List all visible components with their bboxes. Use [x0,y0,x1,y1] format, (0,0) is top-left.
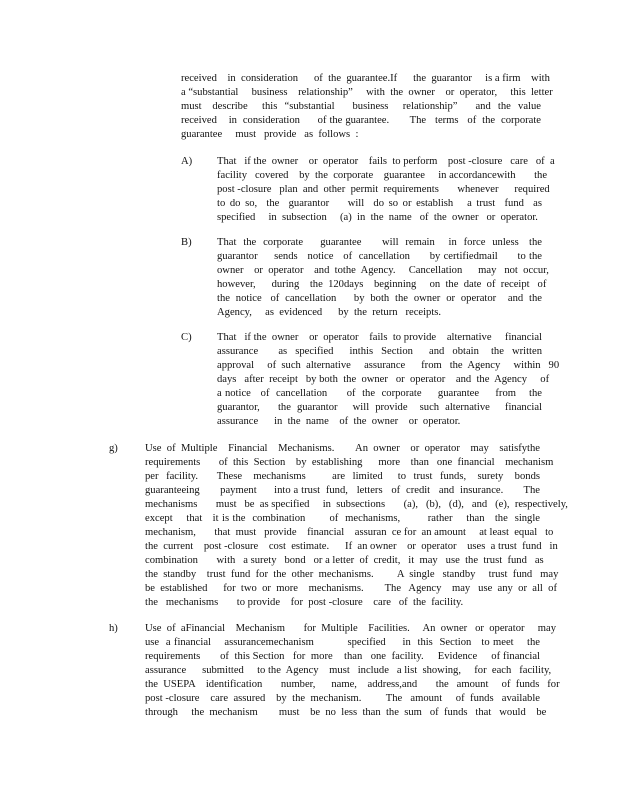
text-line: per facility. These mechanisms are limited to trust funds, surety bonds [145,471,540,482]
text-line: through the mechanism must be no less than the sum of funds that would be [145,707,547,718]
text-line: received in consideration of the guarantee.If the guarantor is a firm with [181,73,550,84]
subsection-label: A) [181,156,193,167]
section-label: g) [109,443,118,454]
text-line: the mechanisms to provide for post -closure care of the facility. [145,597,464,608]
text-line: Agency, as evidenced by the return receipts. [217,307,442,318]
text-line: owner or operator and tothe Agency. Cancellation may not occur, [217,265,549,276]
text-line: days after receipt by both the owner or operator and the Agency of [217,374,550,385]
text-line: the current post -closure cost estimate. If an owner or operator uses a trust fund in [145,541,558,552]
text-line: mechanism, that must provide financial assuran ce for an amount at least equal to [145,527,554,538]
subsection-label: B) [181,237,192,248]
text-line: be established for two or more mechanisms. The Agency may use any or all of [145,583,557,594]
text-line: combination with a surety bond or a letter of credit, it may use the trust fund as [145,555,544,566]
text-line: That if the owner or operator fails to perform post -closure care of a [217,156,555,167]
text-line: received in consideration of the guarantee. The terms of the corporate [181,115,541,126]
section-label: h) [109,623,118,634]
text-line: Use of aFinancial Mechanism for Multiple Facilities. An owner or operator may [145,623,557,634]
text-line: guarantee must provide as follows : [181,129,359,140]
text-line: requirements of this Section by establishing more than one financial mechanism [145,457,554,468]
text-line: facility covered by the corporate guarantee in accordancewith the [217,170,548,181]
text-line: mechanisms must be as specified in subsections (a), (b), (d), and (e), respectively, [145,499,568,510]
text-line: a notice of cancellation of the corporate guarantee from the [217,388,542,399]
text-line: guarantor, the guarantor will provide such alternative financial [217,402,542,413]
text-line: use a financial assurancemechanism specified in this Section to meet the [145,637,540,648]
text-line: the notice of cancellation by both the owner or operator and the [217,293,542,304]
text-line: post -closure plan and other permit requirements whenever required [217,184,550,195]
text-line: to do so, the guarantor will do so or establish a trust fund as [217,198,542,209]
text-line: specified in subsection (a) in the name of the owner or operator. [217,212,538,223]
text-line: must describe this “substantial business relationship” and the value [181,101,541,112]
text-line: the USEPA identification number, name, address,and the amount of funds for [145,679,560,690]
subsection-label: C) [181,332,192,343]
text-line: however, during the 120days beginning on the date of receipt of [217,279,547,290]
text-line: approval of such alternative assurance from the Agency within 90 [217,360,560,371]
text-line: except that it is the combination of mechanisms, rather than the single [145,513,540,524]
text-line: guaranteeing payment into a trust fund, letters of credit and insurance. The [145,485,540,496]
text-line: That if the owner or operator fails to provide alternative financial [217,332,542,343]
text-line: the standby trust fund for the other mechanisms. A single standby trust fund may [145,569,559,580]
text-line: guarantor sends notice of cancellation by certifiedmail to the [217,251,542,262]
text-line: assurance in the name of the owner or operator. [217,416,461,427]
text-line: requirements of this Section for more than one facility. Evidence of financial [145,651,540,662]
text-line: a “substantial business relationship” with the owner or operator, this letter [181,87,553,98]
text-line: assurance as specified inthis Section and obtain the written [217,346,542,357]
text-line: assurance submitted to the Agency must include a list showing, for each facility, [145,665,552,676]
text-line: That the corporate guarantee will remain in force unless the [217,237,542,248]
text-line: post -closure care assured by the mechanism. The amount of funds available [145,693,540,704]
text-line: Use of Multiple Financial Mechanisms. An owner or operator may satisfythe [145,443,540,454]
